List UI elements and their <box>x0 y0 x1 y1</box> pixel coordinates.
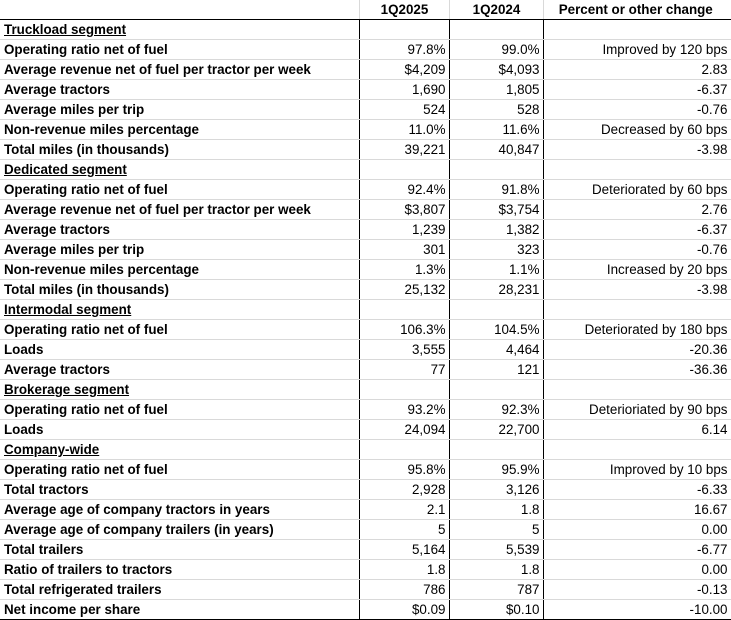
value-change[interactable]: -36.36 <box>543 360 731 380</box>
empty-cell[interactable] <box>543 20 731 40</box>
table-row <box>0 240 731 260</box>
row-label[interactable]: Total trailers <box>0 540 359 560</box>
value-1q2025[interactable]: 1,239 <box>359 220 449 240</box>
header-row <box>0 0 731 20</box>
value-1q2024[interactable]: 99.0% <box>449 40 543 60</box>
value-1q2025[interactable]: 95.8% <box>359 460 449 480</box>
value-1q2025[interactable]: 3,555 <box>359 340 449 360</box>
value-change[interactable]: Deteriorated by 180 bps <box>543 320 731 340</box>
row-label[interactable]: Average miles per trip <box>0 240 359 260</box>
row-label[interactable]: Total refrigerated trailers <box>0 580 359 600</box>
value-change[interactable]: -3.98 <box>543 280 731 300</box>
value-1q2025[interactable]: 2.1 <box>359 500 449 520</box>
value-1q2024[interactable]: 121 <box>449 360 543 380</box>
value-change[interactable]: 2.83 <box>543 60 731 80</box>
section-header-row <box>0 160 731 180</box>
value-1q2024[interactable]: 1,382 <box>449 220 543 240</box>
value-1q2024[interactable]: 40,847 <box>449 140 543 160</box>
table-row <box>0 400 731 420</box>
table-row <box>0 480 731 500</box>
empty-cell[interactable] <box>359 380 449 400</box>
row-label[interactable]: Non-revenue miles percentage <box>0 120 359 140</box>
table-row <box>0 520 731 540</box>
value-change[interactable]: Deteriorated by 60 bps <box>543 180 731 200</box>
row-label[interactable]: Operating ratio net of fuel <box>0 320 359 340</box>
value-change[interactable]: 16.67 <box>543 500 731 520</box>
value-1q2024[interactable]: 28,231 <box>449 280 543 300</box>
value-1q2024[interactable]: 91.8% <box>449 180 543 200</box>
empty-cell[interactable] <box>449 20 543 40</box>
header-1q2024[interactable]: 1Q2024 <box>449 0 543 20</box>
value-1q2024[interactable]: 92.3% <box>449 400 543 420</box>
value-1q2024[interactable]: 528 <box>449 100 543 120</box>
header-label-cell[interactable] <box>0 0 359 20</box>
section-header-row <box>0 20 731 40</box>
value-change[interactable]: -0.76 <box>543 100 731 120</box>
value-1q2025[interactable]: 524 <box>359 100 449 120</box>
empty-cell[interactable] <box>359 440 449 460</box>
row-label[interactable]: Average revenue net of fuel per tractor per week <box>0 60 359 80</box>
value-1q2024[interactable]: 104.5% <box>449 320 543 340</box>
table-row <box>0 360 731 380</box>
table-row <box>0 80 731 100</box>
table-row <box>0 100 731 120</box>
empty-cell[interactable] <box>359 160 449 180</box>
row-label[interactable]: Operating ratio net of fuel <box>0 40 359 60</box>
value-1q2025[interactable]: 1.8 <box>359 560 449 580</box>
empty-cell[interactable] <box>449 300 543 320</box>
table-row <box>0 40 731 60</box>
value-1q2025[interactable]: 5,164 <box>359 540 449 560</box>
table-row <box>0 500 731 520</box>
value-1q2024[interactable]: $3,754 <box>449 200 543 220</box>
value-1q2024[interactable]: $4,093 <box>449 60 543 80</box>
table-row <box>0 60 731 80</box>
table-row <box>0 420 731 440</box>
value-change[interactable]: Deterioriated by 90 bps <box>543 400 731 420</box>
value-change[interactable]: -20.36 <box>543 340 731 360</box>
row-label[interactable]: Average age of company trailers (in years) <box>0 520 359 540</box>
value-change[interactable]: 2.76 <box>543 200 731 220</box>
section-title[interactable]: Company-wide <box>0 440 359 460</box>
section-title[interactable]: Brokerage segment <box>0 380 359 400</box>
section-header-row <box>0 440 731 460</box>
table-row <box>0 340 731 360</box>
table-row <box>0 180 731 200</box>
value-change[interactable]: -6.77 <box>543 540 731 560</box>
table-row <box>0 120 731 140</box>
value-1q2025[interactable]: 77 <box>359 360 449 380</box>
value-change[interactable]: -10.00 <box>543 600 731 620</box>
value-1q2024[interactable]: 22,700 <box>449 420 543 440</box>
row-label[interactable]: Average revenue net of fuel per tractor per week <box>0 200 359 220</box>
row-label[interactable]: Total tractors <box>0 480 359 500</box>
empty-cell[interactable] <box>359 300 449 320</box>
value-1q2024[interactable]: 1.1% <box>449 260 543 280</box>
value-change[interactable]: Improved by 10 bps <box>543 460 731 480</box>
value-1q2025[interactable]: $4,209 <box>359 60 449 80</box>
value-change[interactable]: Improved by 120 bps <box>543 40 731 60</box>
value-1q2025[interactable]: 786 <box>359 580 449 600</box>
section-header-row <box>0 380 731 400</box>
value-1q2024[interactable]: 11.6% <box>449 120 543 140</box>
value-change[interactable]: 0.00 <box>543 520 731 540</box>
row-label[interactable]: Net income per share <box>0 600 359 620</box>
table-row <box>0 140 731 160</box>
value-change[interactable]: Decreased by 60 bps <box>543 120 731 140</box>
value-1q2025[interactable]: 1,690 <box>359 80 449 100</box>
value-1q2024[interactable]: 1,805 <box>449 80 543 100</box>
value-1q2025[interactable]: 1.3% <box>359 260 449 280</box>
value-1q2025[interactable]: 11.0% <box>359 120 449 140</box>
row-label[interactable]: Total miles (in thousands) <box>0 280 359 300</box>
row-label[interactable]: Average tractors <box>0 80 359 100</box>
header-1q2025[interactable]: 1Q2025 <box>359 0 449 20</box>
empty-cell[interactable] <box>449 380 543 400</box>
value-change[interactable]: -0.13 <box>543 580 731 600</box>
table-row <box>0 560 731 580</box>
table-row <box>0 460 731 480</box>
value-1q2024[interactable]: 1.8 <box>449 500 543 520</box>
value-change[interactable]: -6.37 <box>543 80 731 100</box>
header-percent-change[interactable]: Percent or other change <box>543 0 731 20</box>
value-change[interactable]: 6.14 <box>543 420 731 440</box>
empty-cell[interactable] <box>543 380 731 400</box>
value-1q2024[interactable]: 5 <box>449 520 543 540</box>
row-label[interactable]: Average tractors <box>0 360 359 380</box>
value-1q2025[interactable]: 106.3% <box>359 320 449 340</box>
value-1q2024[interactable]: 3,126 <box>449 480 543 500</box>
value-1q2025[interactable]: $0.09 <box>359 600 449 620</box>
empty-cell[interactable] <box>543 160 731 180</box>
empty-cell[interactable] <box>543 300 731 320</box>
value-1q2024[interactable]: $0.10 <box>449 600 543 620</box>
value-change[interactable]: -6.37 <box>543 220 731 240</box>
table-row <box>0 540 731 560</box>
row-label[interactable]: Loads <box>0 420 359 440</box>
value-change[interactable]: -0.76 <box>543 240 731 260</box>
table-row <box>0 280 731 300</box>
row-label[interactable]: Operating ratio net of fuel <box>0 460 359 480</box>
value-1q2025[interactable]: 92.4% <box>359 180 449 200</box>
value-1q2025[interactable]: 24,094 <box>359 420 449 440</box>
row-label[interactable]: Ratio of trailers to tractors <box>0 560 359 580</box>
value-change[interactable]: -6.33 <box>543 480 731 500</box>
value-change[interactable]: Increased by 20 bps <box>543 260 731 280</box>
row-label[interactable]: Average miles per trip <box>0 100 359 120</box>
section-title[interactable]: Truckload segment <box>0 20 359 40</box>
value-1q2025[interactable]: 97.8% <box>359 40 449 60</box>
value-1q2025[interactable]: 39,221 <box>359 140 449 160</box>
value-change[interactable]: 0.00 <box>543 560 731 580</box>
row-label[interactable]: Non-revenue miles percentage <box>0 260 359 280</box>
value-1q2025[interactable]: 2,928 <box>359 480 449 500</box>
row-label[interactable]: Operating ratio net of fuel <box>0 400 359 420</box>
empty-cell[interactable] <box>449 160 543 180</box>
table-row <box>0 320 731 340</box>
empty-cell[interactable] <box>359 20 449 40</box>
row-label[interactable]: Average age of company tractors in years <box>0 500 359 520</box>
value-1q2025[interactable]: 93.2% <box>359 400 449 420</box>
section-header-row <box>0 300 731 320</box>
value-1q2024[interactable]: 1.8 <box>449 560 543 580</box>
table-row <box>0 220 731 240</box>
row-label[interactable]: Operating ratio net of fuel <box>0 180 359 200</box>
table-row <box>0 580 731 600</box>
value-1q2024[interactable]: 95.9% <box>449 460 543 480</box>
value-1q2024[interactable]: 5,539 <box>449 540 543 560</box>
value-1q2025[interactable]: $3,807 <box>359 200 449 220</box>
table-row <box>0 260 731 280</box>
row-label[interactable]: Total miles (in thousands) <box>0 140 359 160</box>
value-1q2024[interactable]: 4,464 <box>449 340 543 360</box>
value-1q2025[interactable]: 5 <box>359 520 449 540</box>
value-change[interactable]: -3.98 <box>543 140 731 160</box>
row-label[interactable]: Loads <box>0 340 359 360</box>
value-1q2024[interactable]: 787 <box>449 580 543 600</box>
empty-cell[interactable] <box>543 440 731 460</box>
value-1q2024[interactable]: 323 <box>449 240 543 260</box>
table-row <box>0 200 731 220</box>
empty-cell[interactable] <box>449 440 543 460</box>
section-title[interactable]: Dedicated segment <box>0 160 359 180</box>
value-1q2025[interactable]: 301 <box>359 240 449 260</box>
row-label[interactable]: Average tractors <box>0 220 359 240</box>
value-1q2025[interactable]: 25,132 <box>359 280 449 300</box>
section-title[interactable]: Intermodal segment <box>0 300 359 320</box>
